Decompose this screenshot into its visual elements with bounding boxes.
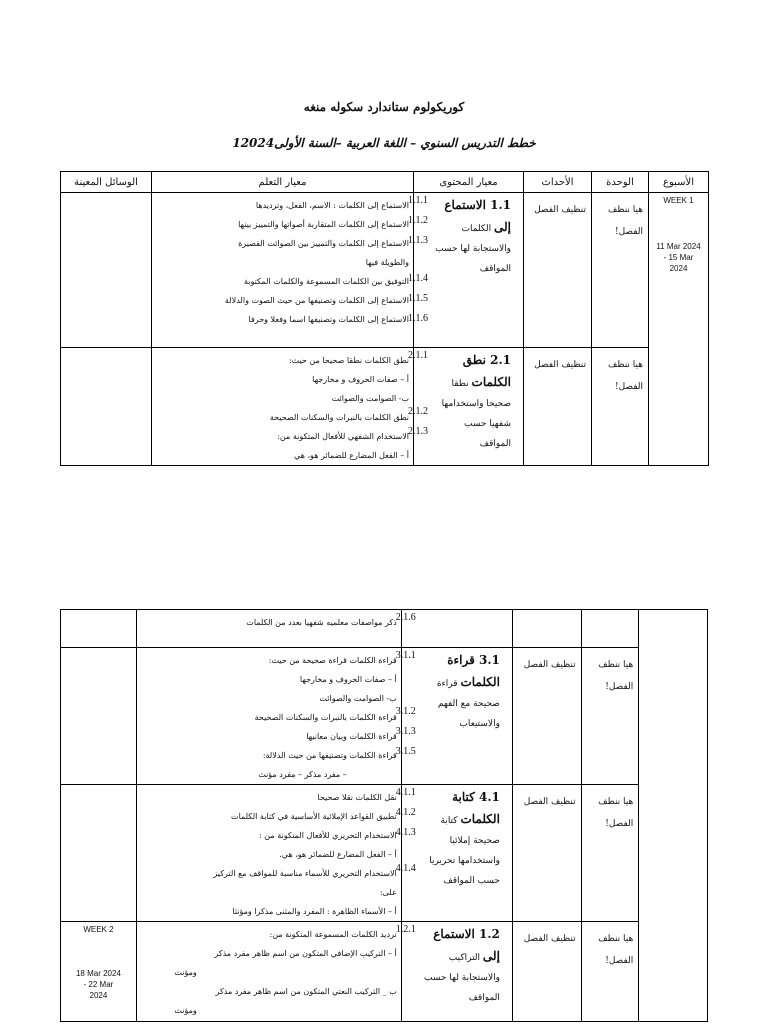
table-header-row [61, 172, 709, 193]
learning-standard-cell [136, 922, 401, 1022]
learning-standard-line: نطق الكلمات نطقا صحيحا من حيث: [288, 356, 409, 365]
table-row [61, 648, 708, 785]
week-date: 2024 [89, 991, 108, 1000]
learning-standard-cell [152, 348, 414, 466]
table-row [61, 785, 708, 922]
unit-text: الفصل! [605, 819, 634, 829]
standard-number: 2.1.3 [408, 426, 428, 437]
plan-table-1 [60, 171, 709, 466]
learning-standard-line: أ – التركيب الإضافي المتكون من اسم ظاهر مفرد مذكر [214, 949, 397, 958]
document-title: كوريكولوم ستاندارد سكوله منغه [303, 100, 465, 114]
learning-standard-line: الاستماع إلى الكلمات وتصنيفها اسما وفعلا وحرفا [248, 315, 409, 324]
week-date: - 15 Mar [663, 253, 694, 262]
resources-cell [61, 348, 152, 466]
content-standard-title: 2.1 نطق الكلمات [462, 353, 511, 389]
learning-standard-line: الاستماع إلى الكلمات والتمييز بين الصوائت القصيرة [238, 239, 409, 248]
unit-text: هيا ننظف [598, 934, 634, 944]
learning-standard-line: على: [379, 888, 397, 897]
learning-standard-line: تطبيق القواعد الإملائية الأساسية في كتابة الكلمات [231, 812, 397, 821]
week-cell [61, 922, 137, 1022]
standard-number: 4.1.4 [395, 863, 416, 874]
event-cell: تنظيف الفصل [512, 648, 581, 785]
standard-number: 3.1.3 [395, 726, 416, 737]
unit-cell [581, 922, 639, 1022]
learning-standard-line: الاستخدام التحريري للأسماء مناسبة للمواقف مع التركيز [213, 869, 397, 878]
week-cell [639, 610, 708, 1022]
learning-standard-line: ذكر مواصفات معلميه شفهيا بعدد من الكلمات [246, 618, 397, 627]
table-row [61, 348, 709, 466]
standard-number: 3.1.5 [395, 746, 416, 757]
learning-standard-cell [152, 193, 414, 348]
content-standard-cell [408, 193, 524, 348]
content-standard-text: الكلمات والاستجابة لها حسب المواقف [435, 224, 511, 274]
week-date: 18 Mar 2024 [75, 969, 121, 978]
learning-standard-line: قراءة الكلمات وبيان معانيها [306, 732, 397, 741]
resources-cell [61, 193, 152, 348]
header-week: الأسبوع [649, 172, 709, 193]
learning-standard-line: قراءة الكلمات قراءة صحيحة من حيث: [268, 656, 397, 665]
content-standard-cell [395, 785, 512, 922]
learning-standard-cell [136, 648, 401, 785]
learning-standard-line: نقل الكلمات نقلا صحيحا [317, 793, 397, 802]
content-standard-title: 3.1 قراءة الكلمات [447, 653, 500, 689]
learning-standard-line: قراءة الكلمات بالنبرات والسكنات الصحيحة [254, 713, 397, 722]
content-standard-title: 4.1 كتابة الكلمات [452, 790, 500, 826]
content-standard-text: كتابة صحيحة إملائيا واستخدامها تحريريا حسب المواقف [429, 816, 500, 886]
plan-table-2 [60, 609, 708, 1022]
event-cell: تنظيف الفصل [524, 348, 592, 466]
standard-number: 1.1.1 [408, 195, 428, 206]
document-subtitle: خطط التدريس السنوي – اللغة العربية –السنة الأولى12024 [232, 136, 536, 150]
learning-standard-line: أ – الأسماء الظاهرة : المفرد والمثنى مذكرا ومؤنثا [232, 907, 397, 916]
unit-cell [592, 348, 649, 466]
learning-standard-line: والطويلة فيها [365, 258, 409, 267]
header-events: الأحداث [524, 172, 592, 193]
unit-text: هيا ننظف [598, 797, 634, 807]
standard-number: 4.1.2 [395, 807, 416, 818]
standard-number: 1.1.4 [408, 273, 428, 284]
standard-number: 1.1.3 [408, 235, 428, 246]
header-learning-standard: معيار التعلم [152, 172, 414, 193]
learning-standard-line: الاستماع إلى الكلمات وتصنيفها من حيث الصوت والدلالة [224, 296, 409, 305]
resources-cell [61, 610, 137, 648]
standard-number: 4.1.3 [395, 827, 416, 838]
content-standard-cell [408, 348, 524, 466]
unit-text: الفصل! [605, 956, 634, 966]
learning-standard-line: الاستخدام الشفهي للأفعال المتكونة من: [277, 432, 409, 441]
learning-standard-line: قراءة الكلمات وتصنيفها من حيث الدلالة: [262, 751, 397, 760]
table-row [61, 610, 708, 648]
learning-standard-cell [136, 785, 401, 922]
standard-number: 1.1.6 [408, 313, 428, 324]
week-cell [649, 193, 709, 466]
unit-text: الفصل! [614, 382, 643, 392]
learning-standard-line: ب- الصوامت والصوائت [319, 694, 397, 703]
unit-cell [581, 610, 639, 648]
week-label: WEEK 1 [663, 196, 694, 205]
learning-standard-line: أ – الفعل المضارع للضمائر هو، هي. [279, 850, 397, 859]
resources-cell [61, 648, 137, 785]
learning-standard-line: ترديد الكلمات المسموعة المتكونة من: [269, 930, 397, 939]
learning-standard-line: ومؤنث [174, 968, 197, 977]
learning-standard-line: – مفرد مذكر – مفرد مؤنث [258, 770, 347, 779]
learning-standard-line: أ – صفات الحروف و مخارجها [312, 375, 409, 384]
week-date: 2024 [669, 264, 688, 273]
table-row [61, 922, 708, 1022]
learning-standard-line: أ – الفعل المضارع للضمائر هو، هي [294, 451, 409, 460]
standard-number: 1.1.5 [408, 293, 428, 304]
header-unit: الوحدة [592, 172, 649, 193]
event-cell [512, 610, 581, 648]
event-cell: تنظيف الفصل [512, 785, 581, 922]
standard-number: 3.1.2 [395, 706, 416, 717]
learning-standard-line: الاستماع إلى الكلمات المتقاربة أصواتها والتمييز بينها [238, 220, 409, 229]
content-standard-text: التراكيب والاستجابة لها حسب المواقف [424, 953, 500, 1003]
unit-text: الفصل! [605, 682, 634, 692]
content-standard-text: قراءة صحيحة مع الفهم والاستيعاب [436, 679, 500, 729]
standard-number: 1.2.1 [395, 924, 416, 935]
content-standard-cell [395, 922, 512, 1022]
content-standard-cell [395, 610, 512, 648]
learning-standard-line: ب _ التركيب النعتي المتكون من اسم ظاهر مفرد مذكر [215, 987, 397, 996]
content-standard-text: نطقا صحيحا واستخدامها شفهيا حسب المواقف [441, 379, 511, 449]
table-row [61, 193, 709, 348]
resources-cell [61, 785, 137, 922]
header-content-standard: معيار المحتوى [414, 172, 524, 193]
learning-standard-line: التوفيق بين الكلمات المسموعة والكلمات المكتوبة [243, 277, 409, 286]
week-label: WEEK 2 [83, 925, 114, 934]
learning-standard-line: ب- الصوامت والصوائت [331, 394, 409, 403]
week-date: 11 Mar 2024 [656, 242, 701, 251]
header-resources: الوسائل المعينة [61, 172, 152, 193]
standard-number: 2.1.6 [395, 612, 416, 623]
unit-cell [581, 648, 639, 785]
content-standard-cell [395, 648, 512, 785]
learning-standard-line: الاستماع إلى الكلمات : الاسم، الفعل، وترديدها [255, 201, 409, 210]
unit-text: هيا ننظف [608, 205, 643, 215]
standard-number: 3.1.1 [395, 650, 416, 661]
event-cell: تنظيف الفصل [512, 922, 581, 1022]
learning-standard-line: أ – صفات الحروف و مخارجها [299, 675, 397, 684]
standard-number: 1.1.2 [408, 215, 428, 226]
standard-number: 2.1.2 [408, 406, 428, 417]
event-cell: تنظيف الفصل [524, 193, 592, 348]
content-standard-title: 1.1 الاستماع إلى [444, 198, 511, 234]
unit-cell [592, 193, 649, 348]
learning-standard-cell [136, 610, 401, 648]
standard-number: 4.1.1 [395, 787, 416, 798]
content-standard-title: 1.2 الاستماع إلى [433, 927, 500, 963]
learning-standard-line: ومؤنث [174, 1006, 197, 1015]
unit-text: هيا ننظف [608, 360, 643, 370]
unit-cell [581, 785, 639, 922]
unit-text: هيا ننظف [598, 660, 634, 670]
learning-standard-line: الاستخدام التحريري للأفعال المتكونة من : [259, 831, 397, 840]
learning-standard-line: نطق الكلمات بالنبرات والسكنات الصحيحة [269, 413, 409, 422]
standard-number: 2.1.1 [408, 350, 428, 361]
week-date: - 22 Mar [83, 980, 114, 989]
unit-text: الفصل! [614, 227, 643, 237]
